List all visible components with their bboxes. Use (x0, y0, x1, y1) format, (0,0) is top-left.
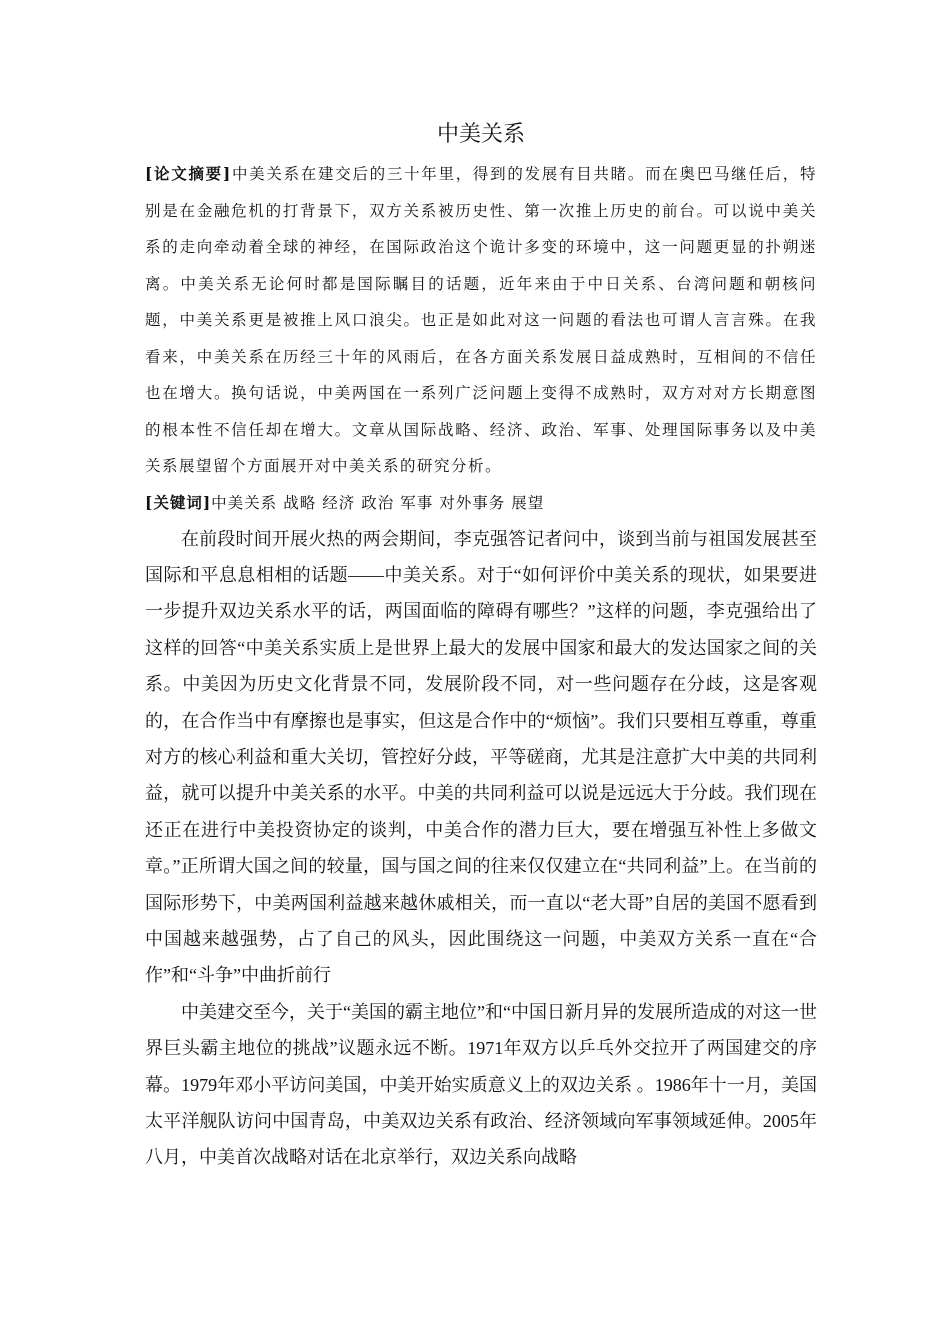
body-paragraph: 中美建交至今，关于“美国的霸主地位”和“中国日新月异的发展所造成的对这一世界巨头霸主地位的挑战”议题永远不断。1971年双方以乒乓外交拉开了两国建交的序幕。1979年邓小平访问美国，中美开始实质意义上的双边关系 。1986年十一月，美国太平洋舰队访问中国青岛，中美双边关系有政治、经济领域向军事领域延伸。2005年八月，中美首次战略对话在北京举行，双边关系向战略 (145, 1001, 817, 1168)
abstract-text: 中美关系在建交后的三十年里，得到的发展有目共睹。而在奥巴马继任后，特别是在金融危机的打背景下，双方关系被历史性、第一次推上历史的前台。可以说中美关系的走向牵动着全球的神经，在国际政治这个诡计多变的环境中，这一问题更显的扑朔迷离。中美关系无论何时都是国际瞩目的话题，近年来由于中日关系、台湾问题和朝核问题，中美关系更是被推上风口浪尖。也正是如此对这一问题的看法也可谓人言言殊。在我看来，中美关系在历经三十年的风雨后，在各方面关系发展日益成熟时，互相间的不信任也在增大。换句话说，中美两国在一系列广泛问题上变得不成熟时，双方对对方长期意图的根本性不信任却在增大。文章从国际战略、经济、政治、军事、处理国际事务以及中美关系展望留个方面展开对中美关系的研究分析。 (145, 165, 817, 475)
document-page (145, 118, 817, 1176)
keyword-item: 展望 (511, 493, 545, 512)
keyword-item: 中美关系 (211, 493, 278, 512)
keywords-label: [关键词] (145, 492, 212, 512)
abstract-label: [论文摘要] (145, 164, 232, 183)
keyword-item: 政治 (361, 493, 395, 512)
body-paragraph: 在前段时间开展火热的两会期间，李克强答记者问中，谈到当前与祖国发展甚至国际和平息息相相的话题——中美关系。对于“如何评价中美关系的现状，如果要进一步提升双边关系水平的话，两国面临的障碍有哪些？”这样的问题，李克强给出了这样的回答“中美关系实质上是世界上最大的发展中国家和最大的发达国家之间的关系。中美因为历史文化背景不同，发展阶段不同，对一些问题存在分歧，这是客观的，在合作当中有摩擦也是事实，但这是合作中的“烦恼”。我们只要相互尊重，尊重对方的核心利益和重大关切，管控好分歧，平等磋商，尤其是注意扩大中美的共同利益，就可以提升中美关系的水平。中美的共同利益可以说是远远大于分歧。我们现在还正在进行中美投资协定的谈判，中美合作的潜力巨大，要在增强互补性上多做文章。”正所谓大国之间的较量，国与国之间的往来仅仅建立在“共同利益”上。在当前的国际形势下，中美两国利益越来越休戚相关，而一直以“老大哥”自居的美国不愿看到中国越来越强势，占了自己的风头，因此围绕这一问题，中美双方关系一直在“合作”和“斗争”中曲折前行 (145, 528, 817, 986)
abstract-block (145, 156, 817, 485)
keyword-item: 战略 (283, 493, 317, 512)
keyword-item: 军事 (400, 493, 434, 512)
keyword-item: 经济 (322, 493, 356, 512)
keyword-item: 对外事务 (439, 493, 506, 512)
keywords-block (145, 485, 817, 521)
document-title: 中美关系 (436, 122, 525, 147)
